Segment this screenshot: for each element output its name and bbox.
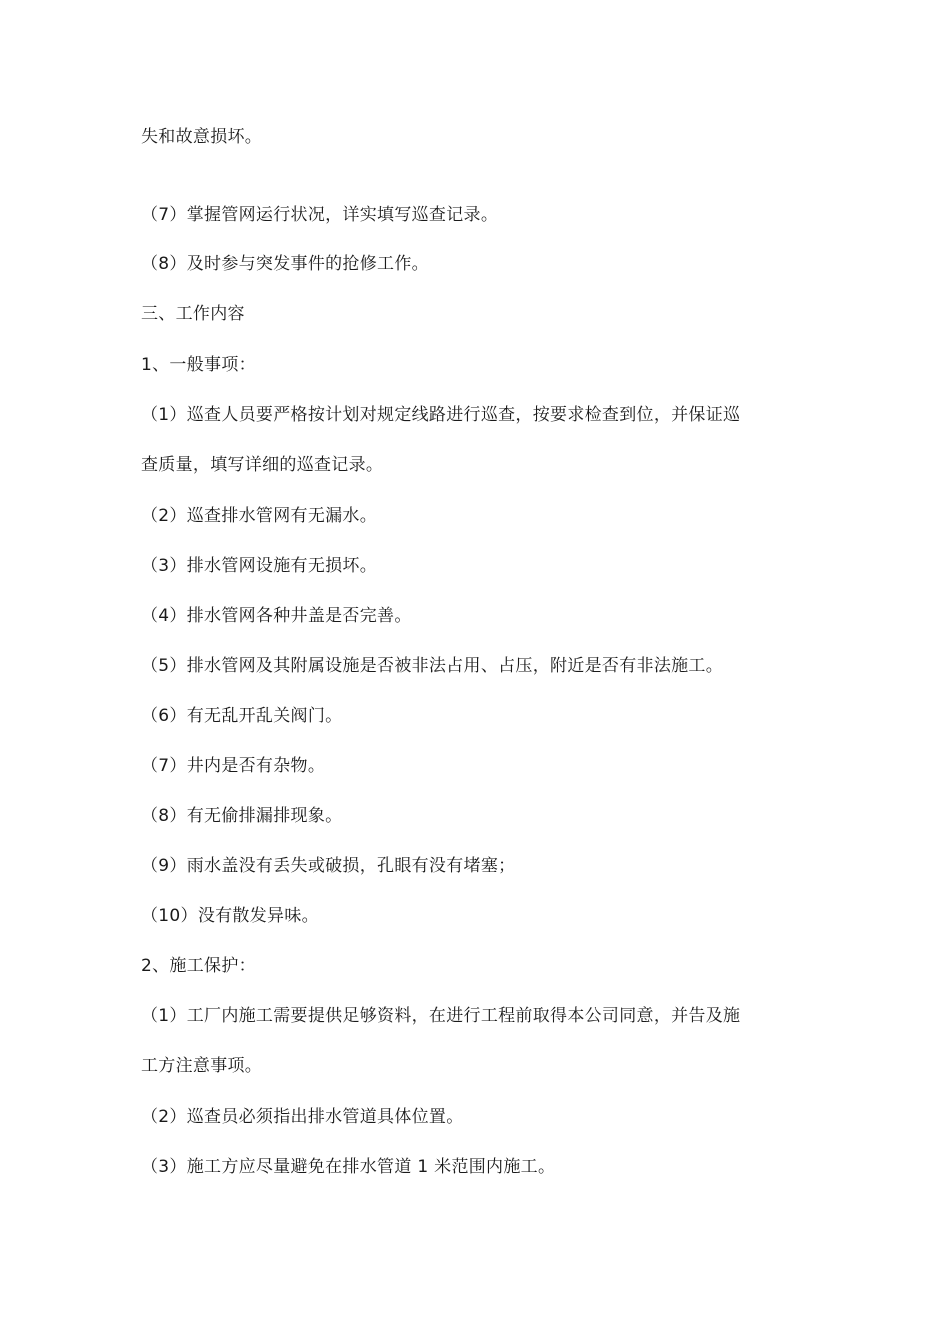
list-item-7: （7）掌握管网运行状况，详实填写巡查记录。 xyxy=(141,205,499,225)
general-item-1: （1）巡查人员要严格按计划对规定线路进行巡查，按要求检查到位，并保证巡 xyxy=(141,405,741,425)
subsection-heading-construction: 2、施工保护： xyxy=(141,956,256,976)
general-item-9: （9）雨水盖没有丢失或破损，孔眼有没有堵塞； xyxy=(141,856,516,876)
general-item-4: （4）排水管网各种井盖是否完善。 xyxy=(141,606,412,626)
subsection-heading-general: 1、一般事项： xyxy=(141,355,256,375)
text-line-continuation: 失和故意损坏。 xyxy=(141,127,263,147)
general-item-7: （7）井内是否有杂物。 xyxy=(141,756,326,776)
general-item-3: （3）排水管网设施有无损坏。 xyxy=(141,556,378,576)
general-item-10: （10）没有散发异味。 xyxy=(141,906,319,926)
construction-item-2: （2）巡查员必须指出排水管道具体位置。 xyxy=(141,1107,464,1127)
construction-item-3: （3）施工方应尽量避免在排水管道 1 米范围内施工。 xyxy=(141,1157,556,1177)
general-item-1-continuation: 查质量，填写详细的巡查记录。 xyxy=(141,455,384,475)
construction-item-1: （1）工厂内施工需要提供足够资料，在进行工程前取得本公司同意，并告及施 xyxy=(141,1006,741,1026)
section-heading-work-content: 三、工作内容 xyxy=(141,304,245,324)
general-item-2: （2）巡查排水管网有无漏水。 xyxy=(141,506,378,526)
general-item-6: （6）有无乱开乱关阀门。 xyxy=(141,706,343,726)
general-item-5: （5）排水管网及其附属设施是否被非法占用、占压，附近是否有非法施工。 xyxy=(141,656,724,676)
construction-item-1-continuation: 工方注意事项。 xyxy=(141,1056,263,1076)
general-item-8: （8）有无偷排漏排现象。 xyxy=(141,806,343,826)
list-item-8: （8）及时参与突发事件的抢修工作。 xyxy=(141,254,429,274)
